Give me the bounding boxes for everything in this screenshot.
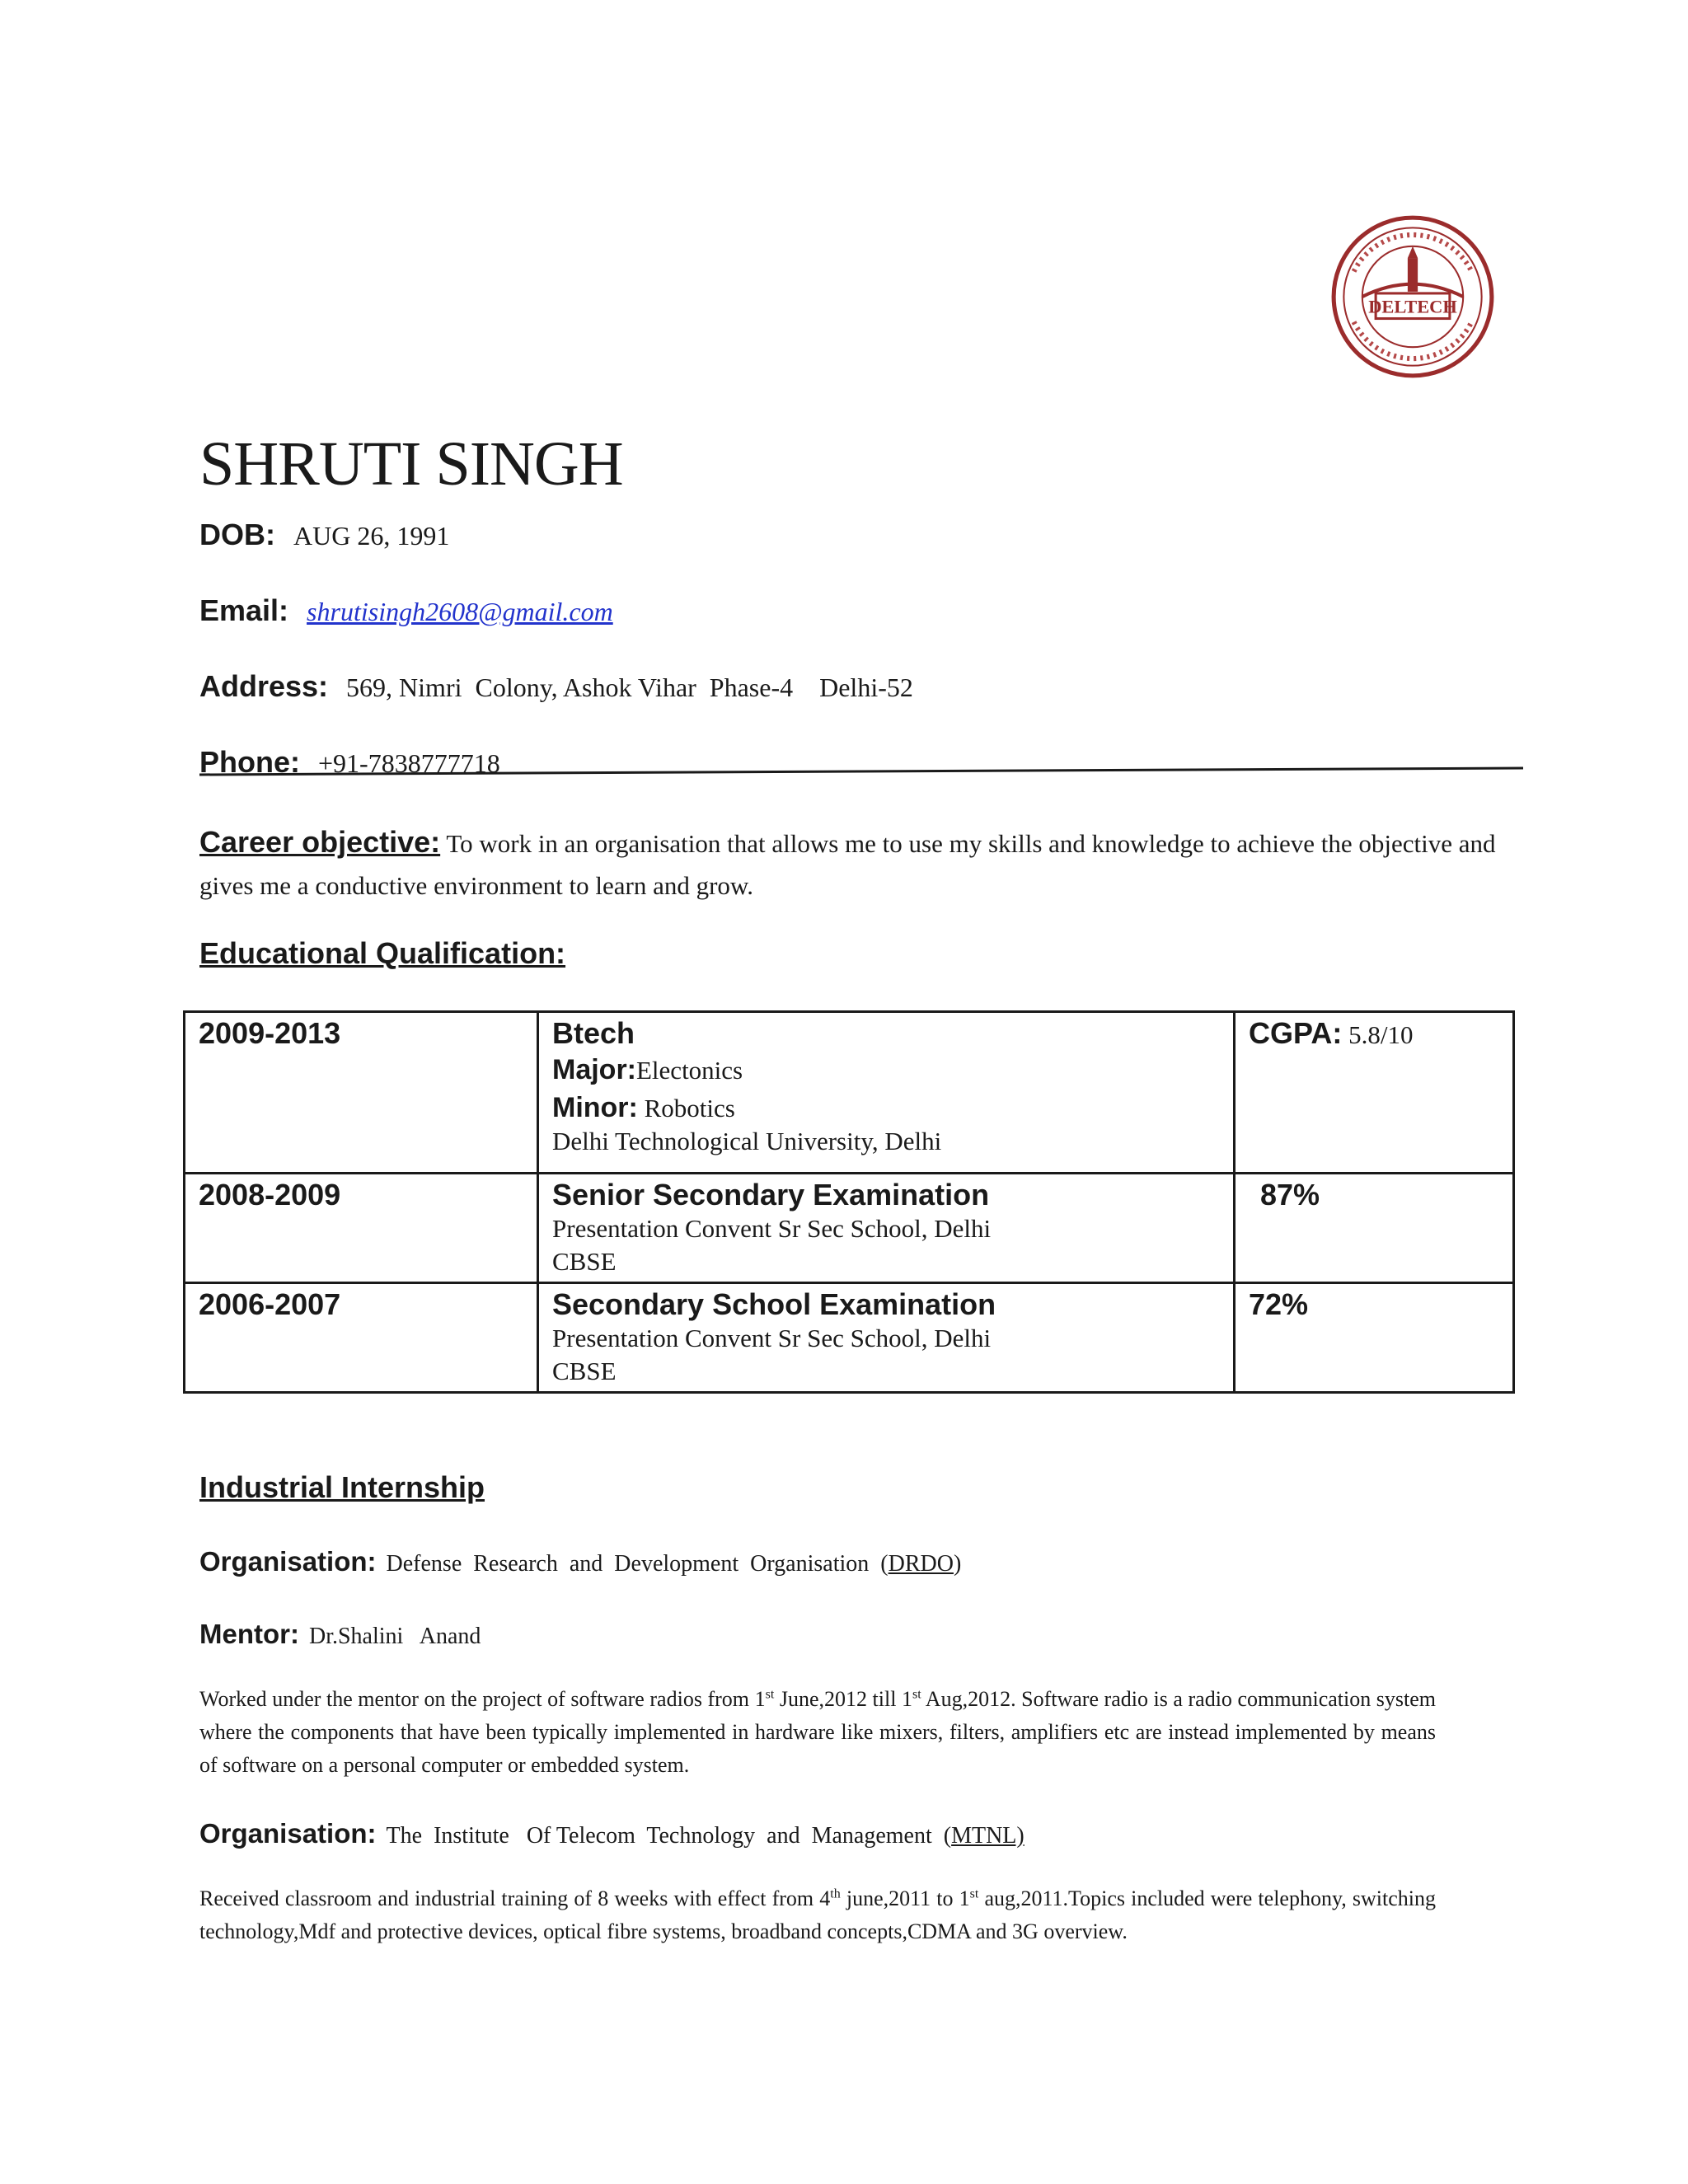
years-cell: 2008-2009 [185, 1174, 538, 1283]
dob-value: AUG 26, 1991 [293, 521, 450, 551]
internship-description-2: Received classroom and industrial training of 8 weeks with effect from 4th june,2011 to 1st aug,2011.Topics included were telephony, switching technology,Mdf and protective devices, optical fibre systems, broadband concepts,CDMA and 3G overview. [199, 1886, 1437, 1943]
organisation-drdo: Organisation: Defense Research and Development Organisation (DRDO) [199, 1546, 962, 1577]
years-cell: 2009-2013 [185, 1012, 538, 1174]
education-heading: Educational Qualification: [199, 936, 566, 970]
board: CBSE [552, 1357, 617, 1385]
mentor-row: Mentor: Dr.Shalini Anand [199, 1619, 481, 1649]
dob-label: DOB: [199, 518, 275, 551]
minor-line: Minor: Robotics [552, 1092, 735, 1123]
degree-title: Senior Secondary Examination [552, 1178, 990, 1212]
degree-cell [538, 1174, 1235, 1283]
email-label: Email: [199, 593, 289, 627]
table-row [185, 1283, 1514, 1393]
institution: Delhi Technological University, Delhi [552, 1127, 942, 1155]
institution: Presentation Convent Sr Sec School, Delhi [552, 1324, 992, 1352]
phone-value: +91-7838777718 [318, 748, 500, 778]
address-value: 569, Nimri Colony, Ashok Vihar Phase-4 Delhi-52 [346, 673, 913, 702]
svg-text:DELTECH: DELTECH [1368, 296, 1457, 317]
objective-label: Career objective: [199, 825, 441, 859]
candidate-name: SHRUTI SINGH [199, 429, 623, 499]
career-objective [199, 821, 1518, 907]
address-label: Address: [199, 669, 329, 703]
grade-cell: 72% [1235, 1283, 1514, 1393]
years-cell: 2006-2007 [185, 1283, 538, 1393]
degree-cell [538, 1012, 1235, 1174]
degree-title: Secondary School Examination [552, 1287, 996, 1321]
internship-heading: Industrial Internship [199, 1470, 485, 1504]
education-table [183, 1010, 1515, 1394]
address-row [199, 669, 913, 704]
grade-cell: 87% [1235, 1174, 1514, 1283]
objective-text: To work in an organisation that allows me to use my skills and knowledge to achieve the objective and gives me a conductive environment to learn and grow. [199, 829, 1496, 900]
divider-line [199, 758, 1523, 778]
board: CBSE [552, 1247, 617, 1276]
degree-cell [538, 1283, 1235, 1393]
mtnl-link[interactable]: MTNL) [951, 1823, 1025, 1849]
institution: Presentation Convent Sr Sec School, Delhi [552, 1214, 992, 1243]
drdo-link[interactable]: DRDO [888, 1551, 954, 1577]
table-row [185, 1012, 1514, 1174]
grade-cell: CGPA: 5.8/10 [1235, 1012, 1514, 1174]
table-row [185, 1174, 1514, 1283]
email-link[interactable]: shrutisingh2608@gmail.com [307, 597, 613, 626]
dob-row [199, 518, 449, 552]
organisation-mtnl: Organisation: The Institute Of Telecom Technology and Management (MTNL) [199, 1818, 1025, 1849]
university-seal-logo [1329, 213, 1497, 381]
email-row [199, 593, 613, 628]
internship-description-1: Worked under the mentor on the project of software radios from 1st June,2012 till 1st Aug,2012. Software radio is a radio communication system where the components that have been typically implemented in hardware like mixers, filters, amplifiers etc are instead implemented by means of software on a personal computer or embedded system. [199, 1687, 1437, 1777]
major-line: Major:Electonics [552, 1054, 743, 1085]
degree-title: Btech [552, 1016, 635, 1050]
phone-label: Phone: [199, 745, 300, 779]
